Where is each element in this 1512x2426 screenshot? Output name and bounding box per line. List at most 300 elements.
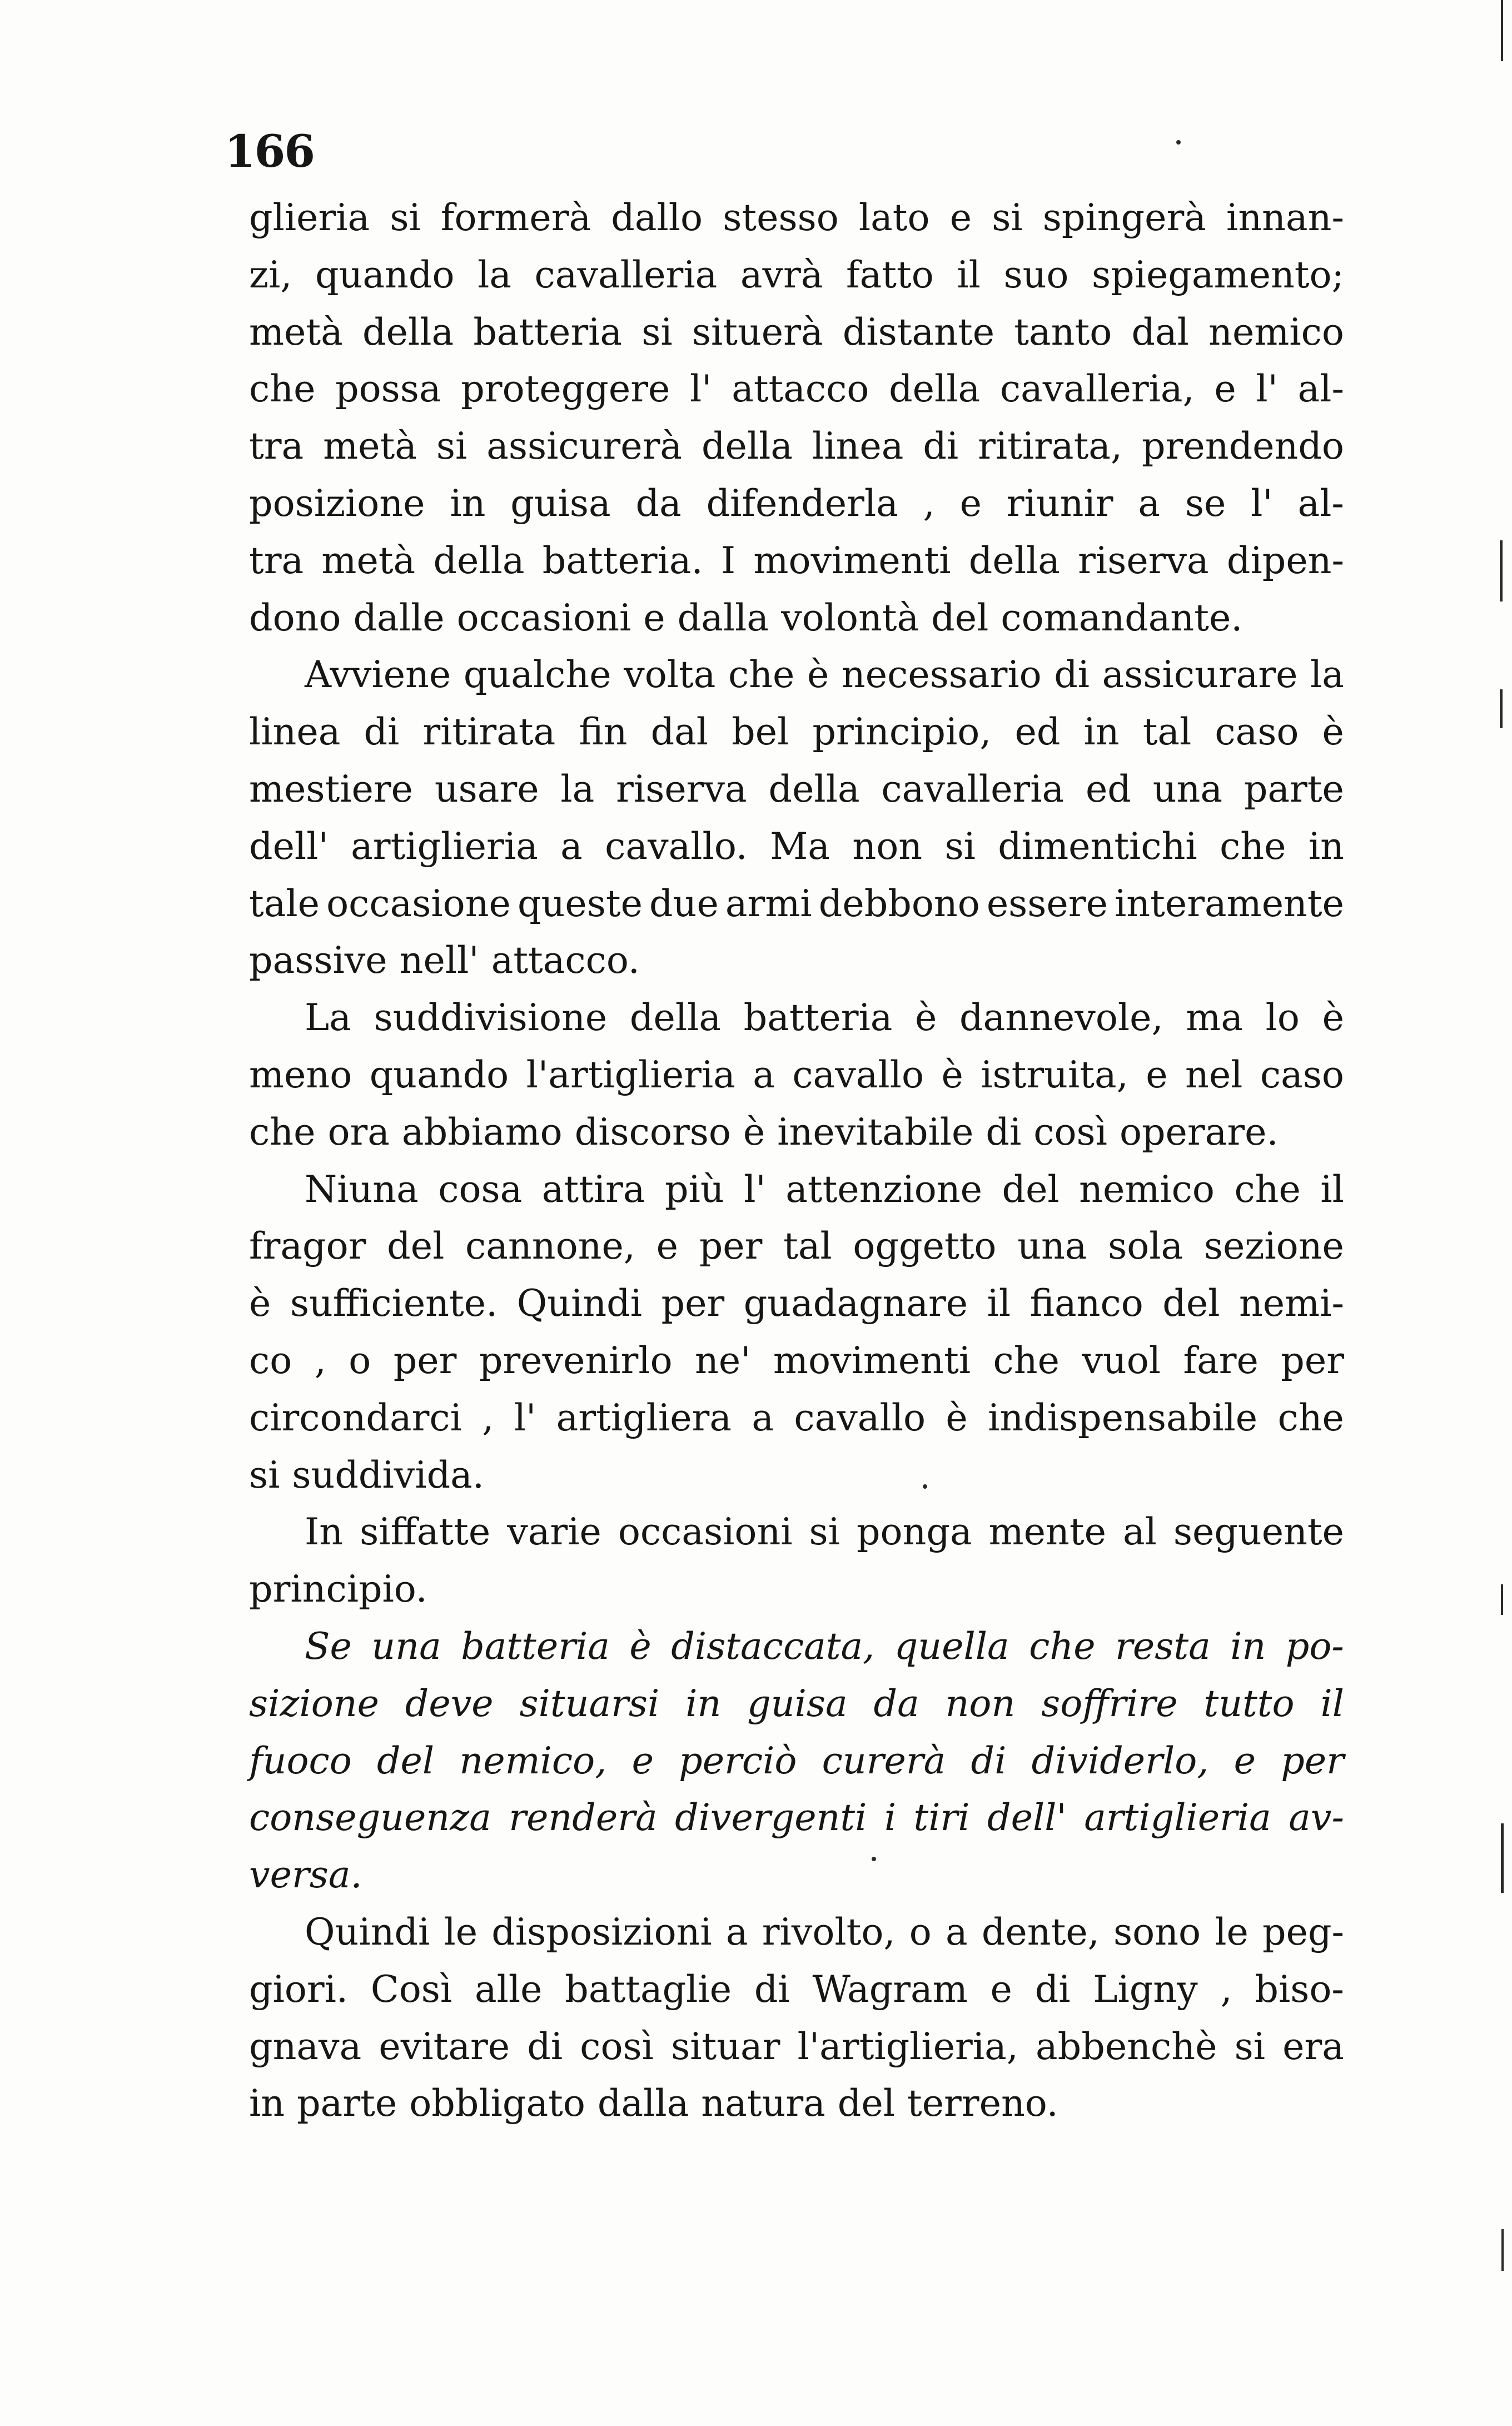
word: cavallo. [605, 824, 748, 868]
word: seguente [1173, 1510, 1344, 1554]
word: oggetto [853, 1224, 997, 1268]
word: circondarci [249, 1395, 462, 1439]
word: di [1054, 653, 1090, 697]
word: batteria [461, 1624, 610, 1668]
scan-speck [1176, 140, 1181, 145]
word: quando [315, 252, 455, 296]
word: artigliera [556, 1395, 732, 1439]
word: è [629, 1624, 651, 1668]
word: spingerà [1042, 196, 1206, 239]
word: metà [323, 424, 417, 468]
word: caso [1260, 1052, 1344, 1096]
word: lo [1265, 996, 1300, 1040]
scan-edge-mark [1500, 689, 1503, 728]
word: tanto [1014, 310, 1112, 354]
text-line [249, 1789, 1344, 1846]
word: di [754, 1967, 790, 2011]
word: , [1220, 1967, 1232, 2011]
word: cavallo [792, 1052, 924, 1096]
word: giori. [249, 1967, 349, 2011]
word: l'artiglieria, [797, 2024, 1018, 2068]
word: cavalleria [881, 767, 1065, 811]
word: metà [321, 538, 416, 582]
word: si [944, 824, 976, 868]
word: mente [988, 1510, 1106, 1554]
word: a [946, 1910, 968, 1953]
word: sola [1108, 1224, 1183, 1268]
word: parte [1244, 767, 1344, 811]
word: stesso [723, 196, 839, 239]
word: tal [783, 1224, 832, 1268]
word: prendendo [1142, 424, 1344, 468]
text-line [249, 1103, 1344, 1161]
word: per [1281, 1738, 1344, 1782]
body-text [249, 189, 1344, 2132]
text-line [249, 1275, 1344, 1332]
word: le [444, 1910, 478, 1953]
word: del [931, 595, 989, 639]
word: bel [732, 710, 789, 754]
word: divergenti [675, 1796, 867, 1840]
text-line [249, 760, 1344, 818]
word: l' [689, 367, 712, 411]
word: tutto [1203, 1681, 1295, 1725]
text-line [249, 2075, 1344, 2132]
text-line [249, 304, 1344, 361]
text-line [249, 646, 1344, 703]
word: occasioni [618, 1510, 793, 1554]
word: quella [894, 1624, 1009, 1668]
text-line [249, 818, 1344, 875]
word: occasioni [456, 595, 631, 639]
text-line [249, 1560, 1344, 1618]
text-line [249, 1046, 1344, 1103]
text-line [249, 532, 1344, 589]
word: le [1215, 1910, 1249, 1953]
word: av- [1289, 1796, 1344, 1840]
scan-edge-mark [1501, 1584, 1503, 1615]
word: movimenti [773, 1338, 971, 1382]
word: nell' [399, 938, 479, 982]
word: e [656, 1224, 678, 1268]
word: po- [1285, 1624, 1344, 1668]
word: a [752, 1395, 774, 1439]
word: da [635, 481, 682, 525]
word: dividerlo, [1031, 1738, 1209, 1782]
word: si [809, 1510, 840, 1554]
word: distaccata, [671, 1624, 875, 1668]
word: dal [1131, 310, 1189, 354]
word: al [1122, 1510, 1157, 1554]
word: in [1308, 824, 1344, 868]
word: è [807, 653, 829, 697]
word: per [699, 1224, 763, 1268]
word: armi [725, 881, 812, 925]
word: volta [624, 653, 716, 697]
word: gnava [249, 2024, 362, 2068]
word: tra [249, 538, 304, 582]
word: lato [858, 196, 930, 239]
word: conseguenza [249, 1796, 491, 1840]
text-line [249, 1389, 1344, 1446]
text-line [249, 703, 1344, 760]
word: cavalleria [534, 252, 718, 296]
word: di [364, 710, 400, 754]
word: artiglieria [1084, 1796, 1271, 1840]
word: a [725, 1910, 748, 1953]
text-line [249, 1618, 1344, 1675]
word: passive [249, 938, 387, 982]
text-line [249, 189, 1344, 246]
word: ma [1186, 996, 1244, 1040]
word: sizione [249, 1681, 379, 1725]
word: che [993, 1338, 1060, 1382]
word: e [949, 196, 972, 239]
word: della [768, 767, 860, 811]
word: indispensabile [988, 1395, 1258, 1439]
scan-speck [923, 1484, 927, 1489]
word: essere [986, 881, 1108, 925]
word: usare [434, 767, 539, 811]
word: guadagnare [743, 1281, 968, 1325]
text-line [249, 1332, 1344, 1389]
word: una [1152, 767, 1222, 811]
word: del [837, 2081, 895, 2125]
word: renderà [509, 1796, 658, 1840]
word: che [1277, 1395, 1344, 1439]
word: versa. [249, 1853, 362, 1897]
word: l' [1251, 481, 1273, 525]
word: volontà [781, 595, 919, 639]
word: dallo [611, 196, 703, 239]
word: guisa [510, 481, 611, 525]
word: così [1033, 1110, 1107, 1154]
word: formerà [440, 196, 591, 239]
word: del [376, 1738, 435, 1782]
word: dell' [987, 1796, 1067, 1840]
word: due [649, 881, 719, 925]
word: movimenti [753, 538, 951, 582]
scan-edge-mark [1501, 2229, 1504, 2271]
word: Wagram [812, 1967, 968, 2011]
word: suddivisione [374, 996, 608, 1040]
word: fatto [846, 252, 934, 296]
word: tra [249, 424, 304, 468]
word: è [946, 1395, 968, 1439]
word: meno [249, 1052, 352, 1096]
word: cavalleria, [999, 367, 1195, 411]
word: per [393, 1338, 457, 1382]
word: istruita, [981, 1052, 1128, 1096]
word: attacco [732, 367, 869, 411]
word: Se [305, 1624, 352, 1668]
word: La [305, 996, 351, 1040]
word: , [314, 1338, 326, 1382]
word: , [923, 481, 935, 525]
text-line [249, 1846, 1344, 1903]
word: difenderla [706, 481, 898, 525]
word: deve [405, 1681, 494, 1725]
word: , [482, 1395, 494, 1439]
word: della [889, 367, 981, 411]
word: Niuna [305, 1167, 419, 1211]
word: l'artiglieria [526, 1052, 735, 1096]
word: una [371, 1624, 441, 1668]
word: l' [1256, 367, 1278, 411]
word: quando [369, 1052, 509, 1096]
word: abbiamo [401, 1110, 563, 1154]
word: avrà [740, 252, 823, 296]
word: non [852, 824, 923, 868]
word: proteggere [461, 367, 670, 411]
word: co [249, 1338, 292, 1382]
word: vuol [1082, 1338, 1161, 1382]
word: della [968, 538, 1060, 582]
word: di [527, 2024, 563, 2068]
word: queste [517, 881, 643, 925]
text-line [249, 1217, 1344, 1275]
word: interamente [1115, 881, 1344, 925]
word: caso [1215, 710, 1299, 754]
word: si [1234, 2024, 1265, 2068]
word: distante [842, 310, 995, 354]
word: abbenchè [1036, 2024, 1217, 2068]
word: per [661, 1281, 725, 1325]
word: dannevole, [959, 996, 1163, 1040]
word: batteria [473, 310, 623, 354]
word: battaglie [565, 1967, 732, 2011]
text-line [249, 1446, 1344, 1504]
word: dell' [249, 824, 329, 868]
text-line [249, 1503, 1344, 1560]
word: suddivida. [292, 1453, 484, 1497]
word: il [987, 1281, 1011, 1325]
word: a [753, 1052, 775, 1096]
word: sono [1113, 1910, 1201, 1953]
word: si [249, 1453, 280, 1497]
word: in [1083, 710, 1120, 754]
word: cosa [438, 1167, 523, 1211]
word: è [1322, 710, 1344, 754]
word: attira [541, 1167, 645, 1211]
word: al- [1297, 481, 1344, 525]
word: zi, [249, 252, 292, 296]
word: e [990, 1967, 1012, 2011]
word: comandante. [1001, 595, 1243, 639]
word: cavallo [794, 1395, 926, 1439]
word: spiegamento; [1092, 252, 1344, 296]
word: suo [1003, 252, 1069, 296]
word: assicurare [1102, 653, 1298, 697]
word: del [1002, 1167, 1060, 1211]
text-line [249, 989, 1344, 1046]
word: si [390, 196, 421, 239]
word: attenzione [785, 1167, 983, 1211]
word: tale [249, 881, 320, 925]
word: che [249, 1110, 316, 1154]
text-line [249, 417, 1344, 475]
scan-edge-mark [1501, 0, 1503, 61]
word: del [1162, 1281, 1220, 1325]
text-line [249, 875, 1344, 932]
word: Quindi [305, 1910, 430, 1953]
word: è [941, 1052, 963, 1096]
word: ed [1014, 710, 1061, 754]
word: che [1220, 824, 1286, 868]
word: l' [744, 1167, 766, 1211]
word: della [701, 424, 793, 468]
word: l' [514, 1395, 536, 1439]
word: che [1029, 1624, 1096, 1668]
word: era [1282, 2024, 1344, 2068]
word: soffrire [1041, 1681, 1178, 1725]
word: la [560, 767, 595, 811]
word: e [1234, 1738, 1256, 1782]
word: si [992, 196, 1023, 239]
word: della [433, 538, 525, 582]
word: natura [701, 2081, 825, 2125]
word: se [1185, 481, 1226, 525]
word: In [305, 1510, 344, 1554]
word: mestiere [249, 767, 414, 811]
word: posizione [249, 481, 425, 525]
word: per [1281, 1338, 1344, 1382]
word: peg- [1262, 1910, 1344, 1953]
word: dipen- [1226, 538, 1344, 582]
word: cannone, [465, 1224, 635, 1268]
word: alle [474, 1967, 543, 2011]
word: obbligato [409, 2081, 585, 2125]
word: nemico [1079, 1167, 1215, 1211]
word: rivolto, [762, 1910, 896, 1953]
word: riunir [1006, 481, 1113, 525]
word: a [1138, 481, 1161, 525]
word: Avviene [305, 653, 451, 697]
word: possa [335, 367, 441, 411]
word: così [580, 2024, 654, 2068]
word: e [1146, 1052, 1168, 1096]
word: che [1234, 1167, 1301, 1211]
word: la [478, 252, 511, 296]
word: è [915, 996, 937, 1040]
word: discorso [574, 1110, 731, 1154]
word: dono [249, 595, 341, 639]
word: o [909, 1910, 932, 1953]
word: è [743, 1110, 765, 1154]
word: Ligny [1093, 1967, 1198, 2011]
text-line [249, 932, 1344, 989]
word: dente, [981, 1910, 1100, 1953]
word: debbono [818, 881, 980, 925]
word: ritirata, [978, 424, 1123, 468]
text-line [249, 475, 1344, 532]
word: Così [370, 1967, 452, 2011]
word: i [884, 1796, 897, 1840]
word: riserva [616, 767, 747, 811]
word: riserva [1078, 538, 1209, 582]
word: sezione [1203, 1224, 1344, 1268]
scan-speck [872, 1857, 876, 1861]
text-line [249, 1903, 1344, 1961]
word: disposizioni [491, 1910, 712, 1953]
word: situar [671, 2024, 780, 2068]
word: si [436, 424, 467, 468]
word: siffatte [360, 1510, 491, 1554]
word: in [249, 2081, 285, 2125]
word: del [387, 1224, 445, 1268]
word: fare [1183, 1338, 1259, 1382]
word: il [1320, 1167, 1344, 1211]
word: occasione [326, 881, 511, 925]
word: nemi- [1239, 1281, 1344, 1325]
word: si [641, 310, 673, 354]
word: fianco [1029, 1281, 1143, 1325]
word: nemico [1208, 310, 1344, 354]
word: curerà [822, 1738, 946, 1782]
word: e [1214, 367, 1236, 411]
word: in [1230, 1624, 1266, 1668]
word: e [643, 595, 665, 639]
text-line [249, 1961, 1344, 2018]
word: è [249, 1281, 271, 1325]
word: la [1310, 653, 1344, 697]
text-line [249, 1161, 1344, 1218]
word: più [665, 1167, 724, 1211]
word: dalle [353, 595, 445, 639]
word: di [986, 1110, 1022, 1154]
word: artiglieria [351, 824, 538, 868]
word: tal [1142, 710, 1192, 754]
word: di [971, 1738, 1007, 1782]
word: fragor [249, 1224, 366, 1268]
word: fuoco [249, 1738, 352, 1782]
word: a [560, 824, 583, 868]
word: una [1017, 1224, 1087, 1268]
word: parte [297, 2081, 397, 2125]
text-line [249, 360, 1344, 417]
word: ed [1085, 767, 1131, 811]
word: ponga [856, 1510, 972, 1554]
word: in [685, 1681, 722, 1725]
word: varie [507, 1510, 601, 1554]
word: in [450, 481, 486, 525]
word: al- [1297, 367, 1344, 411]
word: da [873, 1681, 919, 1725]
word: e [631, 1738, 654, 1782]
text-line [249, 246, 1344, 304]
word: dimentichi [998, 824, 1197, 868]
word: perciò [679, 1738, 797, 1782]
word: linea [812, 424, 904, 468]
text-line [249, 1732, 1344, 1789]
word: e [959, 481, 982, 525]
word: evitare [379, 2024, 510, 2068]
word: di [923, 424, 959, 468]
word: Quindi [516, 1281, 643, 1325]
word: della [362, 310, 454, 354]
word: che [249, 367, 316, 411]
word: innan- [1226, 196, 1344, 239]
page-number: 166 [225, 125, 314, 177]
word: ritirata [422, 710, 556, 754]
text-line [249, 1675, 1344, 1732]
word: della [629, 996, 722, 1040]
word: fin [579, 710, 628, 754]
word: linea [249, 710, 341, 754]
word: nel [1185, 1052, 1243, 1096]
word: che [728, 653, 795, 697]
word: Ma [770, 824, 830, 868]
